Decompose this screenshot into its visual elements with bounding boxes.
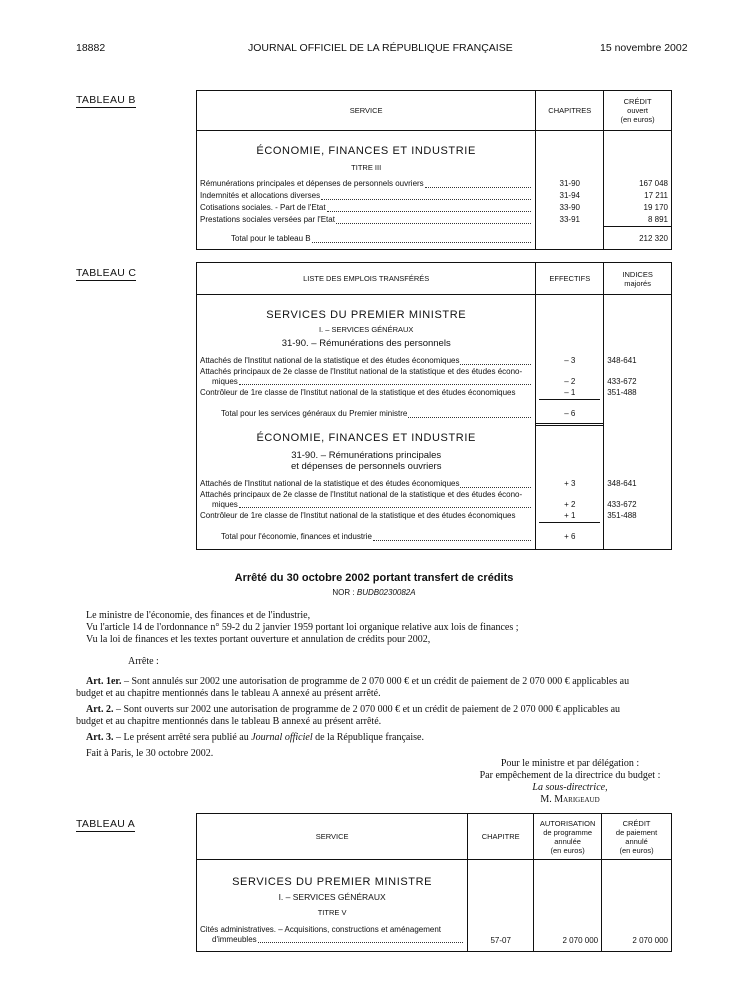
chapitre-cell: 31-94 (559, 191, 580, 200)
tableau-b-label: TABLEAU B (76, 94, 136, 106)
total-row: Total pour les services généraux du Premier ministre (221, 408, 532, 420)
effectif-cell: – 2 (564, 377, 576, 386)
table-row: Attachés de l'Institut national de la statistique et des études économiques (200, 355, 532, 367)
chapter-title-2: et dépenses de personnels ouvriers (290, 461, 442, 472)
intro-line: Le ministre de l'économie, des finances et de l'industrie, (86, 610, 311, 621)
chapitre-cell: 31-90 (559, 179, 580, 188)
table-row: Attachés de l'Institut national de la statistique et des études économiques (200, 478, 532, 490)
titre-label: TITRE V (317, 908, 347, 917)
section-title: SERVICES DU PREMIER MINISTRE (232, 876, 433, 888)
credit-cell: 2 070 000 (632, 936, 668, 945)
indice-cell: 433-672 (607, 377, 637, 386)
col-service: SERVICE (197, 814, 468, 860)
section-subtitle: I. – SERVICES GÉNÉRAUX (318, 325, 414, 334)
indice-cell: 348-641 (607, 356, 637, 365)
section-subtitle: I. – SERVICES GÉNÉRAUX (278, 892, 386, 902)
titre-label: TITRE III (351, 163, 382, 172)
arrete-title: Arrêté du 30 octobre 2002 portant transfert de crédits (234, 572, 514, 584)
col-indices: INDICES majorés (604, 263, 672, 295)
arrete-word: Arrête : (128, 656, 159, 667)
table-row: Contrôleur de 1re classe de l'Institut national de la statistique et des études économiques (200, 511, 516, 520)
indice-cell: 351-488 (607, 511, 637, 520)
col-liste: LISTE DES EMPLOIS TRANSFÉRÉS (197, 263, 536, 295)
signatory-name: M. Marigeaud (540, 794, 600, 805)
effectif-cell: – 1 (539, 387, 600, 400)
tableau-a-label: TABLEAU A (76, 818, 136, 830)
table-row: Contrôleur de 1re classe de l'Institut national de la statistique et des études économiques (200, 388, 516, 397)
chapitre-cell: 33-90 (559, 203, 580, 212)
credit-cell: 167 048 (639, 179, 668, 188)
col-autorisation: AUTORISATION de programme annulée (en euros) (534, 814, 602, 860)
table-row: Prestations sociales versées par l'Etat (200, 214, 532, 226)
table-row: Attachés principaux de 2e classe de l'Institut national de la statistique et des études écono- (200, 367, 523, 376)
article-1: Art. 1er. – Sont annulés sur 2002 une autorisation de programme de 2 070 000 € et un crédit de paiement de 2 070 000 € applicables au (86, 676, 630, 687)
effectif-cell: + 3 (564, 479, 576, 488)
col-effectifs: EFFECTIFS (536, 263, 604, 295)
col-chapitres: CHAPITRES (536, 91, 604, 131)
table-row: Rémunérations principales et dépenses de personnels ouvriers (200, 178, 532, 190)
nor-value: BUDB0230082A (356, 588, 416, 597)
chapter-title: 31-90. – Rémunérations des personnels (281, 338, 451, 349)
table-row: Indemnités et allocations diverses (200, 190, 532, 202)
chapitre-cell: 57-07 (490, 936, 511, 945)
intro-line: Vu la loi de finances et les textes portant ouverture et annulation de crédits pour 2002, (86, 634, 431, 645)
chapter-title: 31-90. – Rémunérations principales (291, 450, 442, 461)
total-value: 212 320 (639, 234, 668, 243)
nor-line: NOR : BUDB0230082A (332, 588, 416, 597)
section-title: ÉCONOMIE, FINANCES ET INDUSTRIE (256, 432, 476, 444)
col-chapitre: CHAPITRE (468, 814, 534, 860)
col-service: SERVICE (197, 91, 536, 131)
credit-cell: 8 891 (647, 215, 668, 224)
credit-cell: 19 170 (643, 203, 668, 212)
page-date: 15 novembre 2002 (600, 42, 688, 54)
intro-line: Vu l'article 14 de l'ordonnance n° 59-2 du 2 janvier 1959 portant loi organique relative aux lois de finances ; (86, 622, 519, 633)
section-title: SERVICES DU PREMIER MINISTRE (266, 309, 467, 321)
indice-cell: 351-488 (607, 388, 637, 397)
total-value: + 6 (564, 532, 576, 541)
ministry-title: ÉCONOMIE, FINANCES ET INDUSTRIE (256, 145, 476, 157)
total-row: Total pour le tableau B (231, 233, 532, 245)
article-3: Art. 3. – Le présent arrêté sera publié au Journal officiel de la République française. (86, 732, 424, 743)
total-value: – 6 (536, 408, 603, 426)
indice-cell: 348-641 (607, 479, 637, 488)
tableau-a: SERVICE CHAPITRE AUTORISATION de programme annulée (en euros) CRÉDIT de paiement annulé (en euros) SERVICES DU PREMIER MINISTRE I. – SERVICES GÉNÉRAUX TITRE V Cités administratives. – Acquisitions, constructions et aménagement d'immeubles 57-07 2 070 000 2 070 000 (196, 813, 672, 952)
journal-title: JOURNAL OFFICIEL DE LA RÉPUBLIQUE FRANÇAISE (248, 42, 513, 54)
table-row: Cités administratives. – Acquisitions, constructions et aménagement (200, 925, 442, 934)
fait-line: Fait à Paris, le 30 octobre 2002. (86, 748, 214, 759)
signature-block: Pour le ministre et par délégation : Par empêchement de la directrice du budget : La sous-directrice, M. Marigeaud (440, 758, 700, 806)
total-row: Total pour l'économie, finances et industrie (221, 531, 532, 543)
effectif-cell: + 1 (539, 510, 600, 523)
article-2: Art. 2. – Sont ouverts sur 2002 une autorisation de programme de 2 070 000 € et un crédit de paiement de 2 070 000 € applicables au (86, 704, 621, 715)
tableau-c-label: TABLEAU C (76, 267, 137, 279)
chapitre-cell: 33-91 (559, 215, 580, 224)
autorisation-cell: 2 070 000 (562, 936, 599, 945)
effectif-cell: + 2 (564, 500, 576, 509)
page-number: 18882 (76, 42, 106, 54)
indice-cell: 433-672 (607, 500, 637, 509)
arrete-body: Le ministre de l'économie, des finances et de l'industrie, Vu l'article 14 de l'ordonnance n° 59-2 du 2 janvier 1959 portant loi organique relative aux lois de finances ; Vu la loi de finances et les textes portant ouverture et annulation de crédits pour 2002, Arrête : Art. 1er. – Sont annulés sur 2002 une autorisation de programme de 2 070 000 € et un crédit de paiement de 2 070 000 € applicables au budget et au chapitre mentionnés dans le tableau A annexé au présent arrêté. Art. 2. – Sont ouverts sur 2002 une autorisation de programme de 2 070 000 € et un crédit de paiement de 2 070 000 € applicables au budget et au chapitre mentionnés dans le tableau B annexé au présent arrêté. Art. 3. – Le présent arrêté sera publié au Journal officiel de la République française. Fait à Paris, le 30 octobre 2002. (86, 610, 706, 760)
col-credit: CRÉDIT ouvert (en euros) (604, 91, 672, 131)
table-row: Cotisations sociales. - Part de l'Etat (200, 202, 532, 214)
credit-cell: 17 211 (644, 191, 668, 200)
tableau-b (196, 90, 672, 250)
tableau-c: LISTE DES EMPLOIS TRANSFÉRÉS EFFECTIFS INDICES majorés SERVICES DU PREMIER MINISTRE I. – SERVICES GÉNÉRAUX 31-90. – Rémunérations des personnels Attachés de l'Institut national de la statistique et des études économiques Attachés principaux de 2e classe de l'Institut national de la statistique et des études écono- miques Contrôleur de 1re classe de l'Institut national de la statistique et des études économiques – 3 – 2 – 1 348-641 433-672 351-488 Total pour les services généraux du Premier ministre – 6 ÉCONOMIE, FINANCES ET INDUSTRIE 31-90. – Rémunérations principales et dépenses de personnels ouvriers Attachés de l'Institut national de la statistique et des études économiques Attachés principaux de 2e classe de l'Institut national de la statistique et des études écono- miques Contrôleur de 1re classe de l'Institut national de la statistique et des études économiques + 3 + 2 + 1 348-641 433-672 351-488 Total pour l'économie, finances et industrie + 6 (196, 262, 672, 550)
effectif-cell: – 3 (564, 356, 576, 365)
col-credit: CRÉDIT de paiement annulé (en euros) (602, 814, 672, 860)
table-row: Attachés principaux de 2e classe de l'Institut national de la statistique et des études écono- (200, 490, 523, 499)
